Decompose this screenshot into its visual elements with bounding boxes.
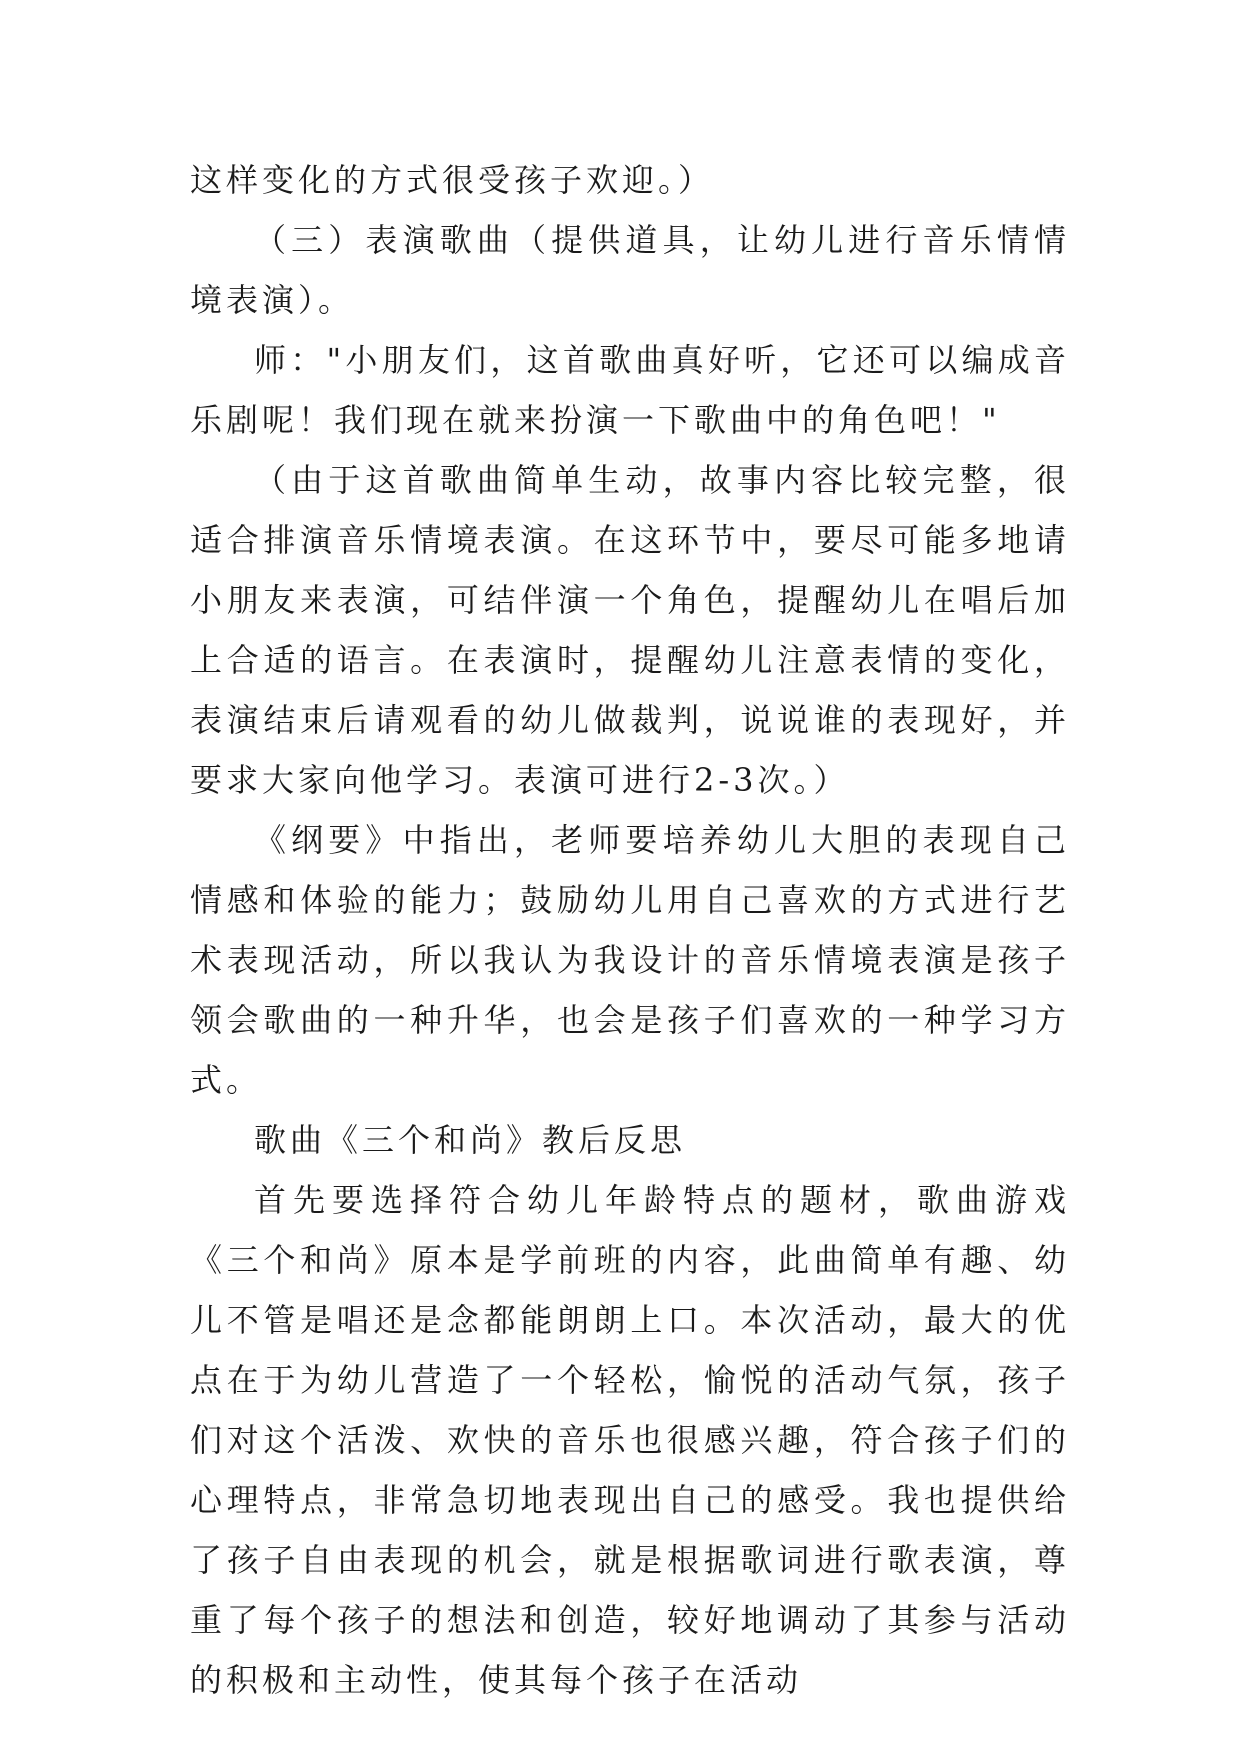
document-body	[190, 150, 1070, 1710]
paragraph-5: 《纲要》中指出，老师要培养幼儿大胆的表现自己情感和体验的能力；鼓励幼儿用自己喜欢的方式进行艺术表现活动，所以我认为我设计的音乐情境表演是孩子领会歌曲的一种升华，也会是孩子们喜欢的一种学习方式。	[190, 821, 1070, 1099]
paragraph-1: 这样变化的方式很受孩子欢迎。）	[190, 161, 715, 199]
paragraph-7: 首先要选择符合幼儿年龄特点的题材，歌曲游戏《三个和尚》原本是学前班的内容，此曲简单有趣、幼儿不管是唱还是念都能朗朗上口。本次活动，最大的优点在于为幼儿营造了一个轻松，愉悦的活动气氛，孩子们对这个活泼、欢快的音乐也很感兴趣，符合孩子们的心理特点，非常急切地表现出自己的感受。我也提供给了孩子自由表现的机会，就是根据歌词进行歌表演，尊重了每个孩子的想法和创造，较好地调动了其参与活动的积极和主动性，使其每个孩子在活动	[190, 1181, 1070, 1699]
paragraph-3: 师："小朋友们，这首歌曲真好听，它还可以编成音乐剧呢！我们现在就来扮演一下歌曲中的角色吧！"	[190, 341, 1070, 439]
section-heading: 歌曲《三个和尚》教后反思	[254, 1121, 687, 1159]
paragraph-2: （三）表演歌曲（提供道具，让幼儿进行音乐情情境表演）。	[190, 221, 1070, 319]
paragraph-4: （由于这首歌曲简单生动，故事内容比较完整，很适合排演音乐情境表演。在这环节中，要尽可能多地请小朋友来表演，可结伴演一个角色，提醒幼儿在唱后加上合适的语言。在表演时，提醒幼儿注意表情的变化，表演结束后请观看的幼儿做裁判，说说谁的表现好，并要求大家向他学习。表演可进行2-3次。）	[190, 461, 1070, 799]
